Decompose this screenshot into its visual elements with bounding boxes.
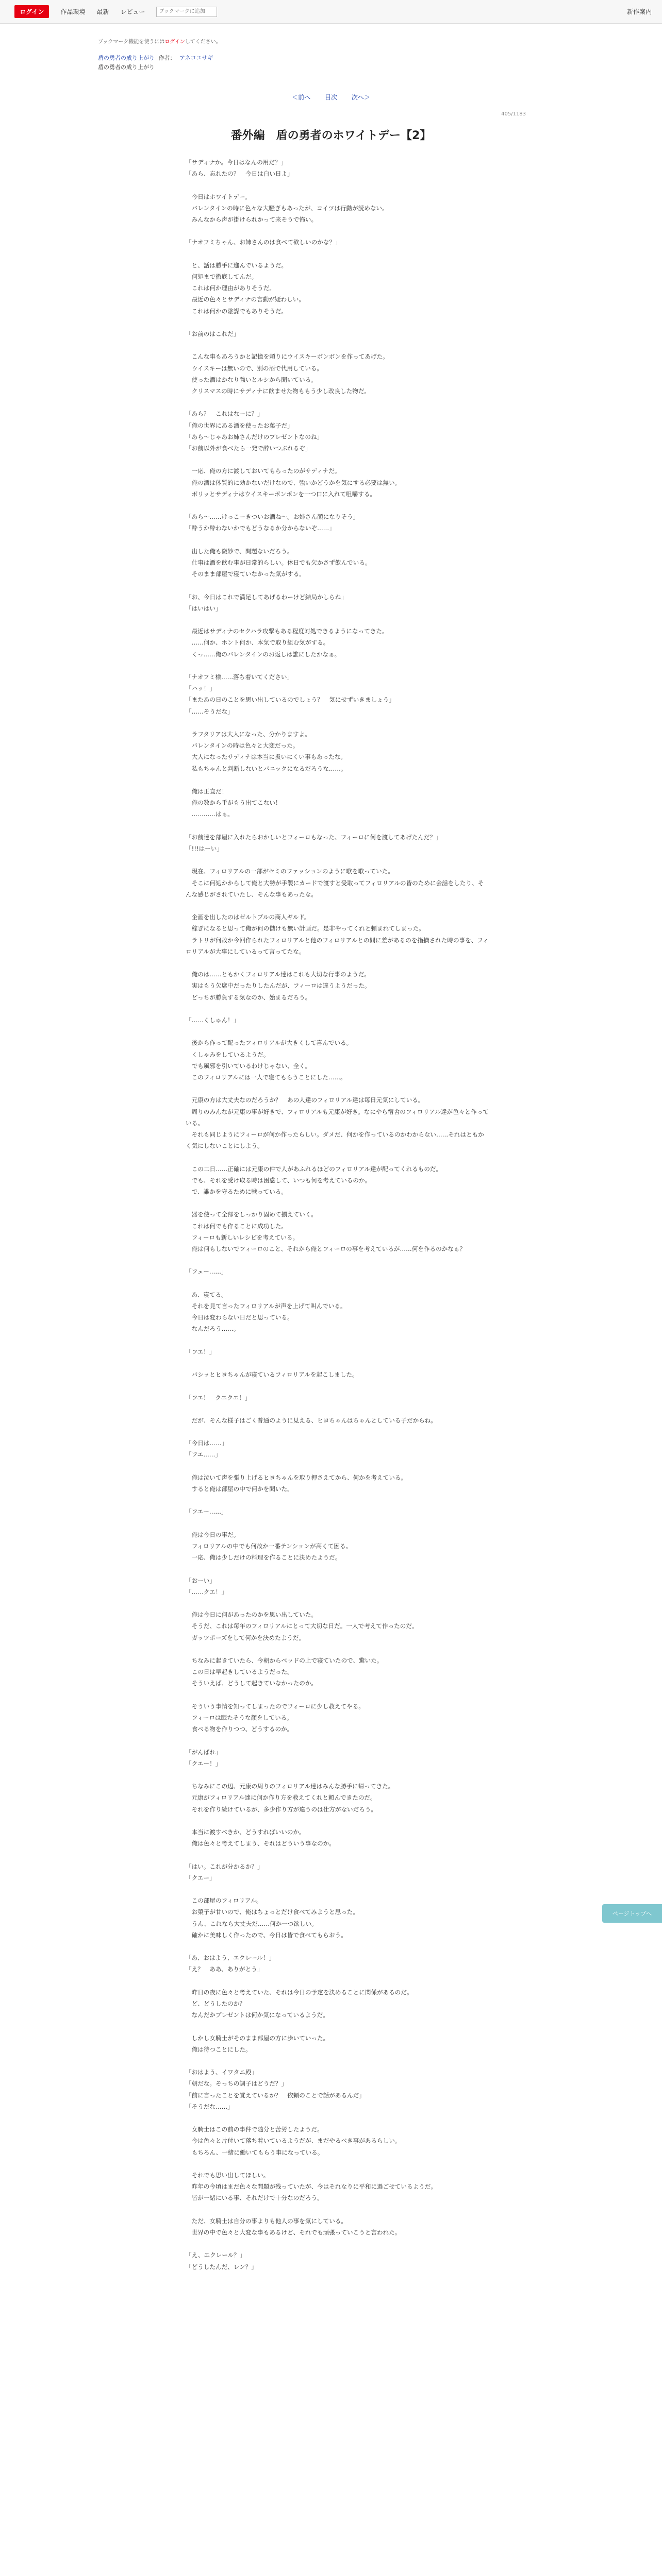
series-info: [98, 54, 213, 72]
body-paragraph: 「……クエ！」: [186, 1588, 227, 1596]
body-paragraph: 「え、エクレール？」: [186, 2251, 246, 2259]
body-paragraph: [186, 1643, 489, 1655]
body-paragraph: ちなみに起きていたら、今朝からベッドの上で寝ていたので、驚いた。: [186, 1657, 383, 1665]
body-paragraph: くっ……俺のバレンタインのお返しは誰にしたかなぁ。: [186, 650, 341, 658]
body-paragraph: [186, 2055, 489, 2066]
body-paragraph: 「!!!はーい」: [186, 844, 223, 852]
notice-login-link[interactable]: ログイン: [164, 39, 185, 45]
body-paragraph: 俺は何もしないでフィーロのこと、それから俺とフィーロの事を考えているが……何を作るのかなぁ？: [186, 1245, 466, 1252]
body-paragraph: なんだかプレゼントは何か気になっているようだ。: [186, 2011, 329, 2019]
body-paragraph: [186, 1335, 489, 1346]
body-paragraph: [186, 900, 489, 911]
body-paragraph: [186, 2158, 489, 2170]
body-paragraph: [186, 1975, 489, 1987]
body-paragraph: なんだろう……。: [186, 1325, 240, 1333]
body-paragraph: 「ナオフミ様……落ち着いてください」: [186, 673, 293, 681]
body-paragraph: そこに何処かからして俺と大勢が手製にカードで渡すと受取ってフィロリアルの皆のために会話をしたり、そんな感じがされていたし、そんな事もあったな。: [186, 879, 484, 898]
body-paragraph: と、話は勝手に進んでいるようだ。: [186, 261, 288, 269]
body-paragraph: 「あ、おはよう、エクレール！」: [186, 1954, 275, 1962]
body-paragraph: 「おはよう、イワタニ殿」: [186, 2069, 258, 2076]
body-paragraph: 今日はホワイトデー。: [186, 193, 251, 200]
body-paragraph: [186, 2204, 489, 2215]
body-paragraph: ……何か、ホント何か、本気で取り組む気がする。: [186, 639, 329, 647]
body-paragraph: 俺は正直だ！: [186, 787, 228, 795]
body-paragraph: [186, 1426, 489, 1437]
body-paragraph: 「俺の世界にある酒を使ったお菓子だ」: [186, 421, 293, 429]
body-paragraph: [186, 717, 489, 728]
body-paragraph: 「フエ！ クエクエ！」: [186, 1394, 251, 1401]
body-paragraph: そういう事情を知ってしまったのでフィーロに少し教えてやる。: [186, 1702, 365, 1710]
body-paragraph: ただ、女騎士は自分の事よりも他人の事を気にしている。: [186, 2217, 347, 2225]
body-paragraph: [186, 534, 489, 546]
body-paragraph: 俺は色々と考えてしまう、それはどういう事なのか。: [186, 1840, 335, 1848]
body-paragraph: [186, 1769, 489, 1781]
body-paragraph: 企画を出したのはゼルトブルの商人ギルド。: [186, 913, 310, 921]
body-paragraph: [186, 1815, 489, 1826]
body-paragraph: 「え？ ああ、ありがとう」: [186, 1965, 263, 1973]
nav-works[interactable]: 作品環境: [60, 8, 86, 15]
body-paragraph: [186, 1518, 489, 1529]
body-paragraph: パシッとヒヨちゃんが寝ているフィロリアルを起こしました。: [186, 1371, 358, 1379]
body-paragraph: 仕事は酒を飲む事が日常的らしい。休日でも欠かさず飲んでいる。: [186, 558, 371, 566]
body-paragraph: [186, 1495, 489, 1506]
chapter-body: [186, 157, 489, 2273]
body-paragraph: 「またあの日のことを思い出しているのでしょう？ 気にせずいきましょう」: [186, 696, 395, 704]
body-paragraph: 「お前達を部屋に入れたらおかしいとフィーロもなった、フィーロに何を渡してあげたんだ？」: [186, 833, 442, 841]
body-paragraph: お菓子が甘いので、俺はちょっとだけ食べてみようと思った。: [186, 1908, 359, 1916]
body-paragraph: 周りのみんなが元康の事が好きで、フィロリアルも元康が好き。なにやら宿舎のフィロリアル達が色々と作っている。: [186, 1108, 489, 1127]
body-paragraph: [186, 1003, 489, 1014]
body-paragraph: [186, 1358, 489, 1369]
body-paragraph: [186, 1083, 489, 1094]
body-paragraph: 俺の酒は体質的に効かないだけなので、強いかどうかを気にする必要は無い。: [186, 479, 401, 486]
body-paragraph: 後から作って配ったフィロリアルが大きくして喜んでいる。: [186, 1039, 353, 1047]
body-paragraph: [186, 1598, 489, 1609]
body-paragraph: 「クエー！」: [186, 1759, 222, 1767]
body-paragraph: それでも思い出してほしい。: [186, 2172, 270, 2179]
body-paragraph: 「そうだな……」: [186, 2103, 234, 2110]
body-paragraph: [186, 2021, 489, 2032]
body-paragraph: 「がんばれ」: [186, 1748, 222, 1756]
body-paragraph: 実はもう欠席中だったりしたんだが、フィーロは違うようだった。: [186, 982, 371, 990]
body-paragraph: 「どうしたんだ、レン？」: [186, 2263, 257, 2270]
index-link[interactable]: 目次: [324, 94, 337, 101]
body-paragraph: クリスマスの時にサディナに飲ませた物ももう少し改良した物だ。: [186, 387, 371, 395]
body-paragraph: 一応、俺は少しだけの料理を作ることに決めたようだ。: [186, 1554, 341, 1562]
body-paragraph: [186, 957, 489, 969]
body-paragraph: だが、そんな様子はごく普通のように見える、ヒヨちゃんはちゃんとしている子だからね。: [186, 1416, 437, 1424]
body-paragraph: これは何か理由がありそうだ。: [186, 284, 275, 292]
body-paragraph: [186, 774, 489, 786]
page-count: 405/1183: [501, 111, 526, 117]
body-paragraph: そのまま部屋で寝ていなかった気がする。: [186, 570, 305, 578]
body-paragraph: [186, 1255, 489, 1266]
body-paragraph: 食べる物を作りつつ、どうするのか。: [186, 1725, 293, 1733]
author-link[interactable]: アネコユサギ: [179, 55, 213, 61]
body-paragraph: もちろん、一緒に働いてもらう事になっている。: [186, 2148, 324, 2156]
body-paragraph: これは何かの陰謀でもありそうだ。: [186, 307, 288, 315]
body-paragraph: 「あら？ これはなーに？」: [186, 410, 263, 418]
body-paragraph: 「……くしゅん！」: [186, 1016, 240, 1024]
body-paragraph: 「おーい」: [186, 1577, 216, 1584]
body-paragraph: 世界の中で色々と大変な事もあるけど、それでも頑張っていこうと言われた。: [186, 2229, 401, 2236]
body-paragraph: [186, 820, 489, 832]
body-paragraph: フィーロは眠たそうな顔をしている。: [186, 1714, 293, 1722]
body-paragraph: [186, 1735, 489, 1746]
body-paragraph: しかし女騎士がそのまま部屋の方に歩いていった。: [186, 2034, 329, 2042]
body-paragraph: [186, 614, 489, 625]
body-paragraph: 「フエ！」: [186, 1348, 216, 1355]
body-paragraph: 俺は今日の事だ。: [186, 1531, 240, 1538]
body-paragraph: [186, 2238, 489, 2249]
body-paragraph: 元康の方は大丈夫なのだろうか？ あの人達のフィロリアル達は毎日元気にしている。: [186, 1096, 424, 1104]
body-paragraph: フィーロも新しいレシピを考えている。: [186, 1233, 299, 1241]
top-nav: [14, 5, 217, 18]
body-paragraph: [186, 1380, 489, 1392]
body-paragraph: 「フェー……」: [186, 1268, 227, 1276]
body-paragraph: 女騎士はこの前の事件で随分と苦労したようだ。: [186, 2126, 323, 2133]
body-paragraph: …………はぁ。: [186, 810, 234, 818]
body-paragraph: 出した俺も微妙で、問題ないだろう。: [186, 547, 293, 555]
body-paragraph: 「フエ……」: [186, 1451, 221, 1459]
body-paragraph: くしゃみをしているようだ。: [186, 1050, 270, 1058]
body-paragraph: 「あら、忘れたの？ 今日は白い日よ」: [186, 170, 293, 178]
body-paragraph: 「朝だな。そっちの調子はどうだ？」: [186, 2080, 288, 2088]
body-paragraph: 最近はサディナのセクハラ攻撃もある程度対処できるようになってきた。: [186, 628, 388, 635]
body-paragraph: [186, 225, 489, 236]
body-paragraph: [186, 854, 489, 866]
body-paragraph: [186, 248, 489, 260]
body-paragraph: 使った酒はかなり強いとルシから聞いている。: [186, 376, 317, 383]
body-paragraph: 大人になったサディナは本当に扱いにくい事もあったな。: [186, 753, 346, 761]
body-paragraph: [186, 500, 489, 511]
body-paragraph: それを見て言ったフィロリアルが声を上げて叫んでいる。: [186, 1302, 346, 1310]
body-paragraph: 何処まで徹底してんだ。: [186, 273, 258, 280]
body-paragraph: [186, 397, 489, 408]
body-paragraph: 皆が一緒にいる事、それだけで十分なのだろう。: [186, 2194, 323, 2202]
prev-chapter-link[interactable]: ＜前へ: [292, 94, 311, 101]
body-paragraph: [186, 1941, 489, 1952]
login-button[interactable]: ログイン: [14, 5, 49, 18]
body-paragraph: [186, 454, 489, 465]
body-paragraph: ボリッとサディナはウイスキーボンボンを一つ口に入れて咀嚼する。: [186, 490, 376, 498]
body-paragraph: あ、寝てる。: [186, 1291, 227, 1298]
body-paragraph: で、誰かを守るために戦っている。: [186, 1188, 287, 1195]
body-paragraph: 「はいはい」: [186, 604, 222, 612]
body-paragraph: 俺の数から手がもう出てこない！: [186, 799, 282, 807]
body-paragraph: 今は色々と片付いて落ち着いているようだが、まだやるべき事があるらしい。: [186, 2137, 401, 2145]
body-paragraph: ガッツポーズをして何かを決めたようだ。: [186, 1634, 305, 1641]
body-paragraph: そういえば、どうして起きていなかったのか。: [186, 1680, 318, 1687]
body-paragraph: [186, 1197, 489, 1209]
nav-review[interactable]: レビュー: [120, 8, 145, 15]
body-paragraph: 「お前以外が食べたら一発で酔いつぶれるぞ」: [186, 444, 311, 452]
body-paragraph: 今日は変わらない日だと思っている。: [186, 1314, 293, 1321]
body-paragraph: 「はい。これが分かるか？」: [186, 1862, 263, 1870]
chapter-title: 番外編 盾の勇者のホワイトデー【2】: [230, 129, 432, 142]
body-paragraph: どっちが勝負する気なのか、始まるだろう。: [186, 993, 311, 1001]
body-paragraph: 「フエー……」: [186, 1508, 227, 1516]
body-paragraph: この日は早起きしているようだった。: [186, 1668, 293, 1676]
body-paragraph: [186, 660, 489, 671]
body-paragraph: 昨日の夜に色々と考えていた、それは今日の予定を決めることに関係があるのだ。: [186, 1988, 413, 1996]
body-paragraph: [186, 317, 489, 328]
series-title-link[interactable]: 盾の勇者の成り上がり: [98, 55, 155, 61]
body-paragraph: [186, 580, 489, 591]
body-paragraph: [186, 1026, 489, 1037]
body-paragraph: ラトリが何故か今回作られたフィロリアルと他のフィロリアルとの間に差があるのを指摘された時の事を、フィロリアルが大事にしているって言ってたな。: [186, 936, 489, 955]
body-paragraph: 昨年の今頃はまだ色々な問題が残っていたが、今はそれなりに平和に過ごせているようだ。: [186, 2183, 437, 2191]
body-paragraph: 「クエー」: [186, 1874, 216, 1882]
body-paragraph: ちなみにこの辺、元康の周りのフィロリアル達はみんな勝手に帰ってきた。: [186, 1783, 394, 1790]
chapter-nav: [0, 93, 662, 101]
body-paragraph: 俺のは……ともかくフィロリアル達はこれも大切な行事のようだ。: [186, 971, 371, 978]
body-paragraph: この二日……正確には元康の件で人があふれるほどのフィロリアル達が配ってくれるものだ。: [186, 1165, 442, 1173]
body-paragraph: バレンタインの時に色々な大騒ぎもあったが、コイツは行動が読めない。: [186, 204, 388, 212]
body-paragraph: 俺は待つことにした。: [186, 2045, 252, 2053]
body-paragraph: 稼ぎになると思って俺が何の儲けも無い計画だ。是非やってくれと頼まれてしまった。: [186, 925, 425, 933]
author-label: 作者：: [158, 55, 176, 61]
body-paragraph: 私もちゃんと判断しないとパニックになるだろうな……。: [186, 765, 347, 772]
body-paragraph: 「あら～じゃあお姉さんだけのプレゼントなのね」: [186, 433, 323, 440]
body-paragraph: ウイスキーは無いので、別の酒で代用している。: [186, 364, 323, 372]
body-paragraph: 「ハッ！」: [186, 685, 216, 692]
body-paragraph: ラフタリアは大人になった、分かりますよ。: [186, 730, 311, 738]
body-paragraph: それも同じようにフィーロが何か作ったらしい。ダメだ、何かを作っているのかわからない……それはともかく気にしないことにしよう。: [186, 1130, 484, 1150]
body-paragraph: 「……そうだな」: [186, 707, 234, 715]
notice-after: してください。: [185, 39, 221, 45]
body-paragraph: 器を使って全部をしっかり固めて揃えていく。: [186, 1211, 317, 1218]
body-paragraph: 一応、俺の方に渡しておいてもらったのがサディナだ。: [186, 467, 341, 475]
body-paragraph: [186, 1151, 489, 1163]
series-line: [98, 54, 213, 63]
body-paragraph: 「お、今日はこれで満足してあげるわーけど結局かしらね」: [186, 593, 347, 601]
body-paragraph: [186, 1278, 489, 1289]
body-paragraph: それを作り続けているが、多少作り方が違うのは仕方がないだろう。: [186, 1805, 377, 1813]
top-bar: [0, 0, 662, 24]
body-paragraph: この部屋のフィロリアル。: [186, 1897, 262, 1905]
bookmark-notice: [98, 37, 221, 45]
body-paragraph: でも、それを受け取る時は困惑して、いつも何を考えているのか。: [186, 1176, 371, 1184]
body-paragraph: でも風邪を引いているわけじゃない、全く。: [186, 1062, 311, 1070]
body-paragraph: 最近の色々とサディナの言動が疑わしい。: [186, 296, 305, 303]
body-paragraph: 現在、フィロリアルの一部がセミのファッションのように歌を歌っていた。: [186, 868, 394, 875]
body-paragraph: [186, 2112, 489, 2124]
body-paragraph: 「ナオフミちゃん、お姉さんのは食べて欲しいのかな？」: [186, 239, 341, 246]
body-paragraph: [186, 340, 489, 351]
body-paragraph: 俺は今日に何があったのかを思い出していた。: [186, 1611, 317, 1619]
page-top-button[interactable]: ページトップへ: [602, 1904, 662, 1923]
body-paragraph: フィロリアルの中でも何故か一番テンションが高くて困る。: [186, 1543, 352, 1550]
search-input[interactable]: [156, 7, 217, 17]
body-paragraph: バレンタインの時は色々と大変だった。: [186, 742, 299, 750]
new-works-link[interactable]: 新作案内: [626, 8, 652, 15]
body-paragraph: [186, 1461, 489, 1472]
body-paragraph: 「お前のはこれだ」: [186, 330, 240, 337]
body-paragraph: これは何でも作ることに成功した。: [186, 1222, 288, 1230]
body-paragraph: 「あら～……けっこーきついお酒ね～。お姉さん顔になりそう」: [186, 513, 359, 521]
body-paragraph: [186, 179, 489, 191]
notice-before: ブックマーク機能を使うには: [98, 39, 165, 45]
body-paragraph: 確かに美味しく作ったので、今日は皆で食べてもらおう。: [186, 1931, 347, 1939]
nav-latest[interactable]: 最新: [96, 8, 109, 15]
body-paragraph: みんなから声が掛けられかって来そうで怖い。: [186, 216, 318, 223]
body-paragraph: このフィロリアルには一人で寝てもらうことにした……。: [186, 1073, 346, 1081]
body-paragraph: 元康がフィロリアル達に何か作り方を教えてくれと頼んできたのだ。: [186, 1794, 376, 1802]
body-paragraph: ど、どうしたのか？: [186, 2000, 245, 2008]
body-paragraph: 「今日は……」: [186, 1439, 228, 1447]
body-paragraph: [186, 1884, 489, 1895]
next-chapter-link[interactable]: 次へ＞: [351, 94, 370, 101]
body-paragraph: [186, 1563, 489, 1574]
body-paragraph: 「サディナか。今日はなんの用だ？」: [186, 159, 287, 166]
body-paragraph: [186, 1849, 489, 1860]
body-paragraph: そうだ、これは毎年のフィロリアルにとって大切な日だ。一人で考えて作ったのだ。: [186, 1622, 418, 1630]
series-sub: 盾の勇者の成り上がり: [98, 64, 155, 71]
body-paragraph: すると俺は部屋の中で何かを聞いた。: [186, 1485, 293, 1493]
body-paragraph: 本当に渡すべきか、どうすればいいのか。: [186, 1828, 305, 1836]
body-paragraph: 俺は泣いて声を張り上げるヒヨちゃんを取り押さえてから、何かを考えている。: [186, 1473, 407, 1481]
body-paragraph: こんな事もあろうかと記憶を頼りにウイスキーボンボンを作ってあげた。: [186, 353, 389, 361]
body-paragraph: [186, 1403, 489, 1415]
body-paragraph: 「酔うか酔わないかでもどうなるか分からないぞ……」: [186, 524, 335, 532]
body-paragraph: 「前に言ったことを覚えているか？ 依頼のことで話があるんだ」: [186, 2091, 365, 2099]
body-paragraph: うん、これなら大丈夫だ……何か一つ欲しい。: [186, 1920, 318, 1927]
body-paragraph: [186, 1689, 489, 1701]
